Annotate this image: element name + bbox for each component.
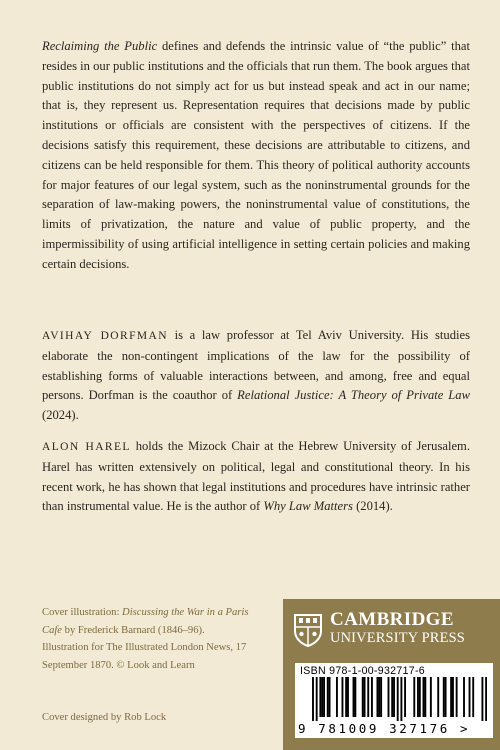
cover-designer-credit: Cover designed by Rob Lock (42, 712, 167, 723)
barcode-bar (323, 677, 325, 717)
barcode-bar (397, 677, 399, 721)
author-bio-paragraph (42, 326, 470, 426)
barcode-bar (327, 677, 329, 717)
isbn-label: ISBN 978-1-00-932717-6 (300, 665, 425, 677)
barcode-bar (388, 677, 390, 717)
barcode-bar (400, 677, 402, 721)
barcode-bar (437, 677, 439, 717)
barcode-bar (456, 677, 458, 717)
barcode-bar (393, 677, 395, 717)
barcode-bar (443, 677, 445, 717)
author-bio-paragraph (42, 437, 470, 517)
author-book-title: Why Law Matters (263, 499, 353, 514)
barcode-bar (419, 677, 421, 717)
barcode-bar (353, 677, 355, 717)
publisher-subname: UNIVERSITY PRESS (330, 630, 465, 646)
author-bio-text: holds the Mizock Chair at the Hebrew University of Jerusalem. Harel has written extensively on political, legal and constitutional theory. In his recent work, he has shown that legal institutions and procedures have intrinsic rather than instrumental value. He is the author of (42, 439, 470, 514)
barcode-bar (316, 677, 318, 721)
author-name: AVIHAY DORFMAN (42, 330, 168, 342)
barcode-bar (329, 677, 331, 717)
barcode-bar (463, 677, 465, 717)
barcode-bars (301, 677, 487, 721)
author-book-title: Relational Justice: A Theory of Private Law (237, 388, 470, 403)
barcode-bar (342, 677, 344, 717)
barcode-bar (445, 677, 447, 717)
barcode-bar (485, 677, 487, 721)
publisher-panel (283, 599, 500, 750)
barcode-bar (391, 677, 393, 717)
barcode-bar (450, 677, 452, 717)
book-description (42, 37, 470, 275)
barcode-bar (469, 677, 471, 717)
barcode-bar (364, 677, 366, 717)
author-name: ALON HAREL (42, 441, 131, 453)
barcode-bar (378, 677, 380, 717)
author-bio-harel (42, 437, 470, 517)
barcode-bar (345, 677, 347, 717)
barcode-bar (336, 677, 338, 717)
author-bio-text: is a law professor at Tel Aviv University. His studies elaborate the non-contingent implications of the law for the possibility of establishing forms of valuable interactions between, and among, free and equal persons. Dorfman is the coauthor of (42, 328, 470, 403)
barcode-digits: 9 781009 327176 > (298, 721, 471, 736)
cover-illustration-credit: Cover illustration: Discussing the War in a Paris Cafe by Frederick Barnard (1846–96). Illustration for The Illustrated London News, 17 September 1870. © Look and Learn (42, 607, 249, 671)
barcode-bar (424, 677, 426, 717)
publisher-name: CAMBRIDGE (330, 609, 454, 630)
barcode-bar (452, 677, 454, 717)
barcode-bar (371, 677, 373, 717)
author-bio-text-end: (2014). (352, 499, 393, 514)
description-text: defines and defends the intrinsic value of “the public” that resides in our public institutions and the officials that run them. The book argues that public institutions do not simply act for us but instead speak and act in our name; that is, they represent us. Representation requires that decisions made by public institutions or officials are consistent with the perspectives of citizens. If the decisions satisfy this requirement, these decisions are attributable to citizens, and citizens can be held responsible for them. This theory of political authority accounts for major features of our legal system, such as the noninstrumental grounds for the separation of law-making powers, the noninstrumental value of constitutions, the limits of privatization, the nature and value of public property, and the impermissibility of using artificial intelligence in setting certain policies and making certain decisions. (42, 39, 470, 271)
barcode-bar (481, 677, 483, 721)
barcode-bar (417, 677, 419, 717)
barcode-bar (413, 677, 415, 717)
book-title: Reclaiming the Public (42, 39, 158, 53)
barcode-bar (472, 677, 474, 717)
barcode-bar (354, 677, 356, 717)
barcode-bar (377, 677, 379, 717)
barcode-bar (312, 677, 314, 721)
barcode-bar (380, 677, 382, 717)
barcode-bar (404, 677, 406, 717)
barcode-bar (319, 677, 321, 717)
barcode-bar (347, 677, 349, 717)
barcode-bar (423, 677, 425, 717)
description-paragraph (42, 37, 470, 275)
barcode-bar (321, 677, 323, 717)
cambridge-shield-icon (293, 613, 323, 647)
barcode-bar (430, 677, 432, 717)
author-bio-text-end: (2024). (42, 408, 79, 423)
barcode (295, 663, 493, 738)
barcode-bar (362, 677, 364, 717)
author-bio-dorfman (42, 326, 470, 426)
barcode-bar (367, 677, 369, 717)
